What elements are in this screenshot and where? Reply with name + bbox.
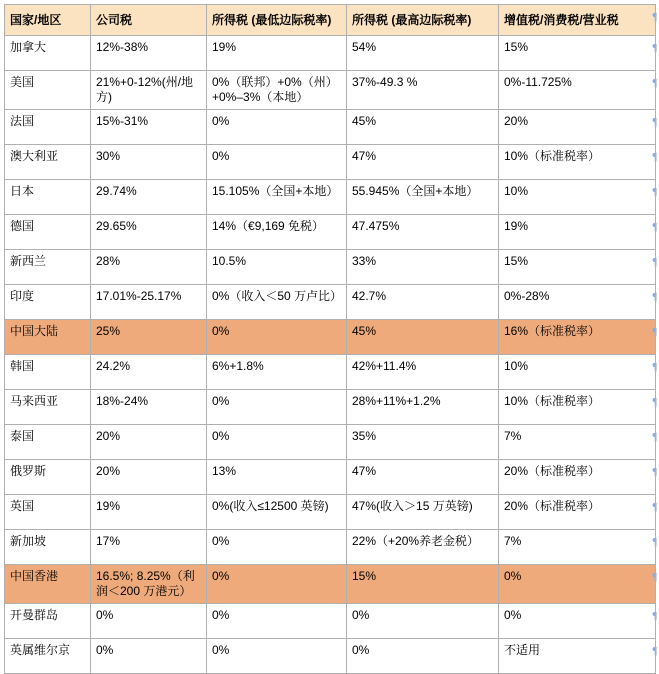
paragraph-mark: ¶	[652, 396, 657, 408]
table-row	[5, 250, 656, 285]
cell-country: 马来西亚	[5, 390, 91, 425]
paragraph-mark: ¶	[652, 221, 657, 233]
paragraph-mark: ¶	[652, 326, 657, 338]
column-header-income-tax-max: 所得税 (最高边际税率)	[347, 5, 499, 36]
paragraph-mark: ¶	[652, 501, 657, 513]
table-cell: 25%	[91, 320, 207, 355]
table-cell: 0%（收入＜50 万卢比）	[207, 285, 347, 320]
table-cell: 10%（标准税率）	[499, 390, 656, 425]
table-row	[5, 320, 656, 355]
table-row	[5, 215, 656, 250]
table-cell: 33%	[347, 250, 499, 285]
table-row	[5, 180, 656, 215]
table-cell: 19%	[499, 215, 656, 250]
table-cell: 18%-24%	[91, 390, 207, 425]
table-cell: 45%	[347, 110, 499, 145]
table-cell: 0%-11.725%	[499, 71, 656, 110]
cell-country: 韩国	[5, 355, 91, 390]
table-cell: 10%（标准税率）	[499, 145, 656, 180]
paragraph-mark: ¶	[652, 645, 657, 657]
cell-country: 加拿大	[5, 36, 91, 71]
table-cell: 20%	[91, 460, 207, 495]
table-cell: 28%+11%+1.2%	[347, 390, 499, 425]
table-cell: 0%	[347, 639, 499, 674]
cell-country: 新西兰	[5, 250, 91, 285]
table-cell: 0%	[207, 320, 347, 355]
table-cell: 47%	[347, 145, 499, 180]
table-cell: 22%（+20%养老金税）	[347, 530, 499, 565]
table-row	[5, 530, 656, 565]
table-cell: 0%	[207, 425, 347, 460]
cell-country: 中国香港	[5, 565, 91, 604]
table-cell: 20%（标准税率）	[499, 460, 656, 495]
table-cell: 15%	[347, 565, 499, 604]
paragraph-mark: ¶	[652, 42, 657, 54]
table-row	[5, 36, 656, 71]
table-cell: 12%-38%	[91, 36, 207, 71]
table-cell: 13%	[207, 460, 347, 495]
table-row	[5, 639, 656, 674]
paragraph-mark: ¶	[652, 186, 657, 198]
table-cell: 20%	[91, 425, 207, 460]
table-cell: 0%(收入≤12500 英镑)	[207, 495, 347, 530]
column-header-vat: 增值税/消费税/营业税	[499, 5, 656, 36]
table-cell: 0%	[207, 639, 347, 674]
table-row	[5, 390, 656, 425]
table-cell: 54%	[347, 36, 499, 71]
cell-country: 中国大陆	[5, 320, 91, 355]
column-header-income-tax-min: 所得税 (最低边际税率)	[207, 5, 347, 36]
table-row	[5, 460, 656, 495]
table-cell: 10.5%	[207, 250, 347, 285]
paragraph-mark: ¶	[652, 11, 657, 23]
table-cell: 20%	[499, 110, 656, 145]
table-cell: 0%	[207, 530, 347, 565]
paragraph-mark: ¶	[652, 536, 657, 548]
table-cell: 29.74%	[91, 180, 207, 215]
table-cell: 0%	[347, 604, 499, 639]
table-cell: 14%（€9,169 免税）	[207, 215, 347, 250]
paragraph-mark: ¶	[652, 77, 657, 89]
table-cell: 45%	[347, 320, 499, 355]
cell-country: 日本	[5, 180, 91, 215]
paragraph-mark: ¶	[652, 610, 657, 622]
table-header	[5, 5, 656, 36]
table-cell: 15%	[499, 36, 656, 71]
table-row	[5, 604, 656, 639]
table-cell: 15.105%（全国+本地）	[207, 180, 347, 215]
table-cell: 0%	[207, 145, 347, 180]
cell-country: 英属维尔京	[5, 639, 91, 674]
table-row	[5, 285, 656, 320]
table-cell: 30%	[91, 145, 207, 180]
table-cell: 47%(收入＞15 万英镑)	[347, 495, 499, 530]
table-cell: 0%	[207, 390, 347, 425]
paragraph-mark: ¶	[652, 361, 657, 373]
table-cell: 16.5%; 8.25%（利润＜200 万港元）	[91, 565, 207, 604]
table-cell: 0%-28%	[499, 285, 656, 320]
table-cell: 37%-49.3 %	[347, 71, 499, 110]
table-cell: 7%	[499, 425, 656, 460]
table-cell: 16%（标准税率）	[499, 320, 656, 355]
table-cell: 15%	[499, 250, 656, 285]
column-header-corporate-tax: 公司税	[91, 5, 207, 36]
table-body	[5, 36, 656, 674]
table-cell: 21%+0-12%(州/地方)	[91, 71, 207, 110]
table-cell: 0%	[91, 639, 207, 674]
cell-country: 泰国	[5, 425, 91, 460]
table-cell: 0%	[207, 565, 347, 604]
table-row	[5, 145, 656, 180]
table-cell: 0%	[499, 565, 656, 604]
paragraph-mark: ¶	[652, 431, 657, 443]
paragraph-mark: ¶	[652, 256, 657, 268]
table-cell: 19%	[91, 495, 207, 530]
table-row	[5, 71, 656, 110]
table-row	[5, 110, 656, 145]
paragraph-mark: ¶	[652, 571, 657, 583]
paragraph-mark: ¶	[652, 466, 657, 478]
cell-country: 新加坡	[5, 530, 91, 565]
table-cell: 42.7%	[347, 285, 499, 320]
table-cell: 20%（标准税率）	[499, 495, 656, 530]
cell-country: 美国	[5, 71, 91, 110]
table-cell: 47.475%	[347, 215, 499, 250]
table-cell: 15%-31%	[91, 110, 207, 145]
cell-country: 德国	[5, 215, 91, 250]
table-cell: 0%（联邦）+0%（州）+0%–3%（本地）	[207, 71, 347, 110]
table-cell: 24.2%	[91, 355, 207, 390]
table-header-row	[5, 5, 656, 36]
table-cell: 29.65%	[91, 215, 207, 250]
table-cell: 35%	[347, 425, 499, 460]
tax-comparison-table	[4, 4, 656, 674]
table-cell: 7%	[499, 530, 656, 565]
spreadsheet-sheet	[0, 4, 659, 657]
table-cell: 0%	[207, 604, 347, 639]
column-header-country: 国家/地区	[5, 5, 91, 36]
paragraph-mark: ¶	[652, 151, 657, 163]
table-cell: 17%	[91, 530, 207, 565]
table-cell: 6%+1.8%	[207, 355, 347, 390]
table-cell: 10%	[499, 355, 656, 390]
table-cell: 55.945%（全国+本地）	[347, 180, 499, 215]
table-cell: 47%	[347, 460, 499, 495]
table-cell: 0%	[91, 604, 207, 639]
table-row	[5, 495, 656, 530]
table-row	[5, 565, 656, 604]
cell-country: 英国	[5, 495, 91, 530]
cell-country: 俄罗斯	[5, 460, 91, 495]
table-cell: 17.01%-25.17%	[91, 285, 207, 320]
cell-country: 法国	[5, 110, 91, 145]
table-row	[5, 355, 656, 390]
cell-country: 澳大利亚	[5, 145, 91, 180]
cell-country: 印度	[5, 285, 91, 320]
table-cell: 42%+11.4%	[347, 355, 499, 390]
cell-country: 开曼群岛	[5, 604, 91, 639]
table-cell: 0%	[207, 110, 347, 145]
table-cell: 19%	[207, 36, 347, 71]
table-cell: 28%	[91, 250, 207, 285]
paragraph-mark: ¶	[652, 116, 657, 128]
table-cell: 不适用	[499, 639, 656, 674]
paragraph-mark: ¶	[652, 291, 657, 303]
table-cell: 10%	[499, 180, 656, 215]
table-row	[5, 425, 656, 460]
table-cell: 0%	[499, 604, 656, 639]
